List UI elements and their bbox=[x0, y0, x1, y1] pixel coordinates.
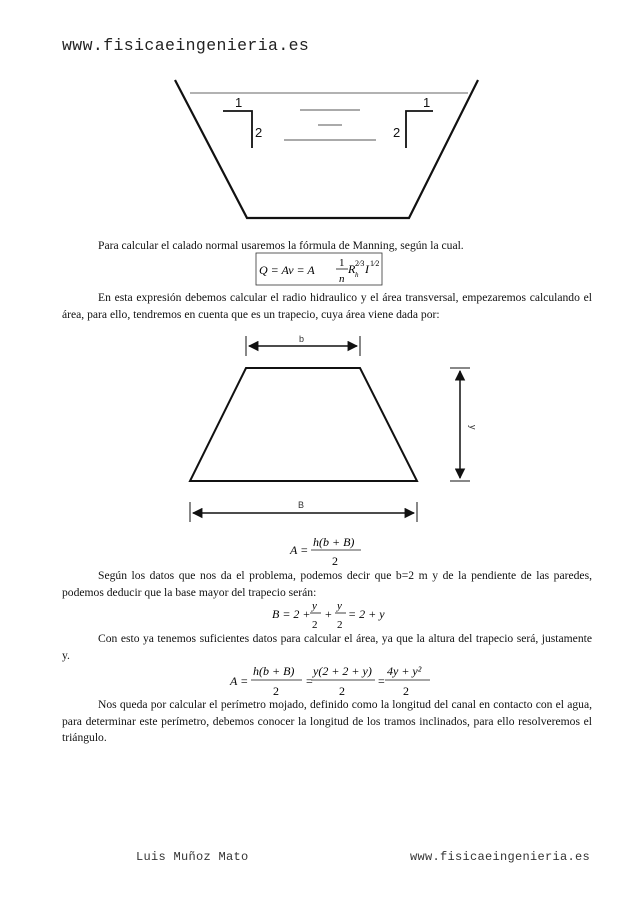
area2-d2: 2 bbox=[339, 684, 345, 698]
area2-n2: y(2 + 2 + y) bbox=[313, 664, 372, 678]
area2-d1: 2 bbox=[273, 684, 279, 698]
area-den: 2 bbox=[332, 554, 338, 568]
base-rhs: = 2 + y bbox=[348, 607, 385, 621]
area2-n1: h(b + B) bbox=[253, 664, 295, 678]
paragraph-1: Para calcular el calado normal usaremos la fórmula de Manning, según la cual. bbox=[98, 239, 464, 252]
manning-r-sub: h bbox=[355, 271, 359, 279]
label-right-1: 1 bbox=[423, 95, 431, 110]
paragraph-3: Según los datos que nos da el problema, podemos decir que b=2 m y de la pendiente de las paredes, podemos deducir que la base mayor del trapecio serán: bbox=[62, 569, 592, 599]
manning-r: R bbox=[348, 262, 356, 276]
base-f1-den: 2 bbox=[312, 619, 318, 631]
site-header: www.fisicaeingenieria.es bbox=[62, 36, 310, 55]
paragraph-2: En esta expresión debemos calcular el radio hidraulico y el área transversal, empezaremos calculando el área, para ello, tendremos en cuenta que es un trapecio, cuya área viene dada por: bbox=[62, 291, 592, 321]
area2-eq1: = bbox=[306, 674, 313, 688]
label-B: B bbox=[298, 500, 305, 510]
label-b: b bbox=[299, 334, 305, 344]
manning-num: 1 bbox=[339, 257, 345, 269]
base-f2-den: 2 bbox=[337, 619, 343, 631]
base-plus: + bbox=[325, 607, 332, 621]
label-left-1: 1 bbox=[235, 95, 243, 110]
area2-eq2: = bbox=[378, 674, 385, 688]
label-y: y bbox=[468, 425, 478, 430]
manning-i: I bbox=[365, 262, 369, 276]
base-f1-num: y bbox=[312, 600, 317, 612]
manning-i-exp: 1⁄2 bbox=[370, 259, 380, 268]
label-right-2: 2 bbox=[393, 125, 401, 140]
base-lhs: B = 2 + bbox=[272, 607, 311, 621]
manning-den: n bbox=[339, 273, 345, 285]
paragraph-4: Con esto ya tenemos suficientes datos para calcular el área, ya que la altura del trapecio será, justamente y. bbox=[62, 632, 592, 662]
base-f2-num: y bbox=[337, 600, 342, 612]
footer-site: www.fisicaeingenieria.es bbox=[410, 850, 591, 864]
area2-lhs: A = bbox=[230, 674, 249, 688]
manning-lhs: Q = Av = A bbox=[259, 263, 315, 277]
paragraph-5: Nos queda por calcular el perímetro mojado, definido como la longitud del canal en contacto con el agua, para determinar este perímetro, debemos conocer la longitud de los tramos inclinados, para ello resolveremos el triángulo. bbox=[62, 698, 592, 744]
label-left-2: 2 bbox=[255, 125, 263, 140]
area2-n3: 4y + y² bbox=[387, 664, 422, 678]
area2-d3: 2 bbox=[403, 684, 409, 698]
area-num: h(b + B) bbox=[313, 535, 355, 549]
area-lhs: A = bbox=[290, 543, 309, 557]
footer-author: Luis Muñoz Mato bbox=[136, 850, 249, 864]
manning-r-exp: 2⁄3 bbox=[355, 259, 365, 268]
